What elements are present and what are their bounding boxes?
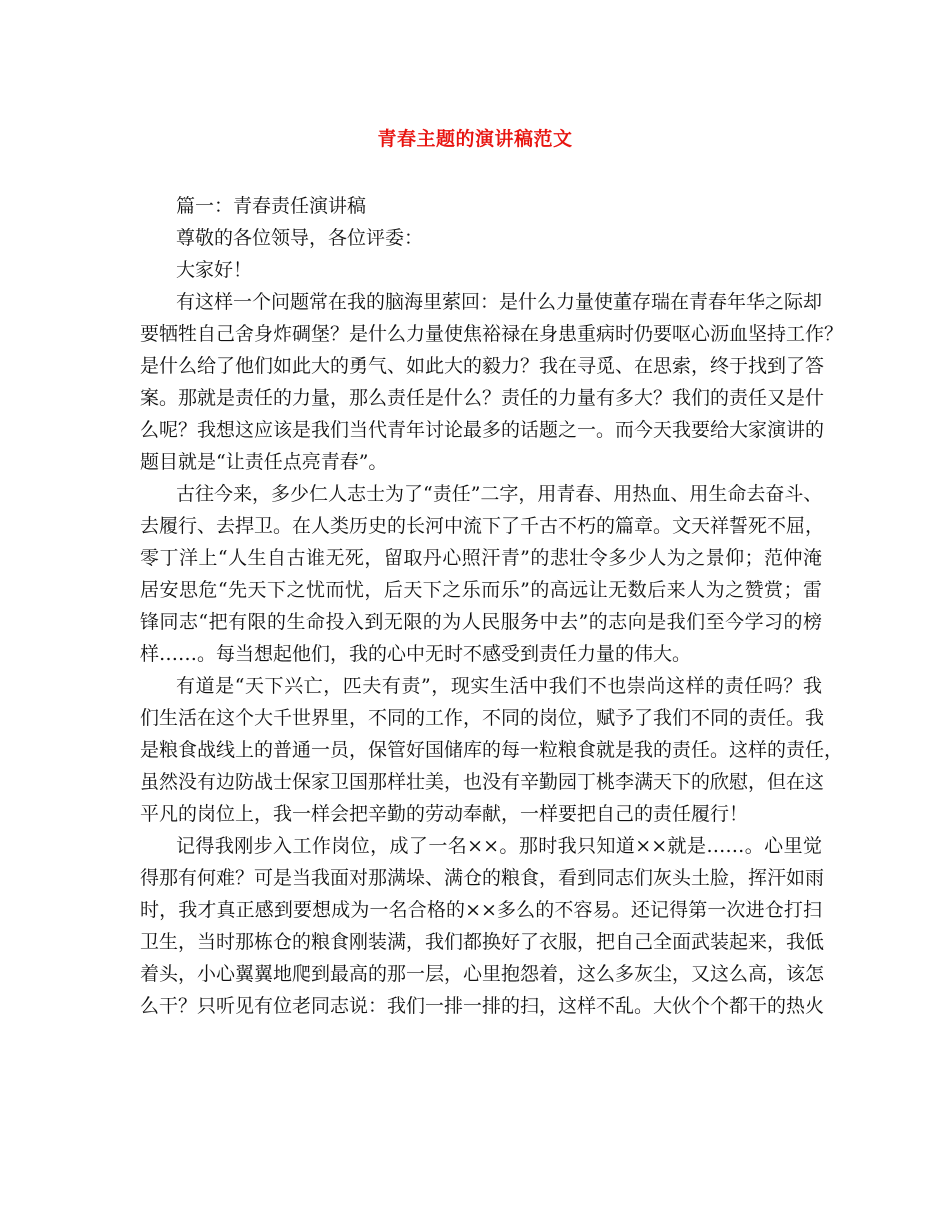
document-body: [140, 190, 844, 1022]
text-line: 得那有何难？可是当我面对那满垛、满仓的粮食，看到同志们灰头土脸，挥汗如雨: [140, 867, 825, 889]
text-line: 去履行、去捍卫。在人类历史的长河中流下了千古不朽的篇章。文天祥誓死不屈，: [140, 515, 825, 537]
text-line: 着头，小心翼翼地爬到最高的那一层，心里抱怨着，这么多灰尘，又这么高，该怎: [140, 963, 825, 985]
text-line: 是粮食战线上的普通一员，保管好国储库的每一粒粮食就是我的责任。这样的责任，: [140, 739, 844, 761]
text-line: 时，我才真正感到要想成为一名合格的××多么的不容易。还记得第一次进仓打扫: [140, 899, 822, 921]
text-line: 篇一：青春责任演讲稿: [176, 195, 367, 217]
text-line: 尊敬的各位领导，各位评委：: [176, 227, 424, 249]
text-line: 有这样一个问题常在我的脑海里萦回：是什么力量使董存瑞在青春年华之际却: [176, 291, 823, 313]
text-line: 样……。每当想起他们，我的心中无时不感受到责任力量的伟大。: [140, 643, 692, 665]
text-line: 古往今来，多少仁人志士为了“责任”二字，用青春、用热血、用生命去奋斗、: [176, 483, 823, 505]
text-line: 们生活在这个大千世界里，不同的工作，不同的岗位，赋予了我们不同的责任。我: [140, 707, 825, 729]
text-line: 锋同志“把有限的生命投入到无限的为人民服务中去”的志向是我们至今学习的榜: [140, 611, 822, 633]
text-line: 居安思危“先天下之忧而忧，后天下之乐而乐”的高远让无数后来人为之赞赏；雷: [140, 579, 822, 601]
text-line: 有道是“天下兴亡，匹夫有责”，现实生活中我们不也崇尚这样的责任吗？我: [176, 675, 822, 697]
text-line: 要牺牲自己舍身炸碉堡？是什么力量使焦裕禄在身患重病时仍要呕心沥血坚持工作？: [140, 323, 844, 345]
document-title: 青春主题的演讲稿范文: [377, 128, 573, 150]
text-line: 虽然没有边防战士保家卫国那样壮美，也没有辛勤园丁桃李满天下的欣慰，但在这: [140, 771, 825, 793]
text-line: 么呢？我想这应该是我们当代青年讨论最多的话题之一。而今天我要给大家演讲的: [140, 419, 825, 441]
text-line: 零丁洋上“人生自古谁无死，留取丹心照汗青”的悲壮令多少人为之景仰；范仲淹: [140, 547, 822, 569]
text-line: 案。那就是责任的力量，那么责任是什么？责任的力量有多大？我们的责任又是什: [140, 387, 825, 409]
text-line: 么干？只听见有位老同志说：我们一排一排的扫，这样不乱。大伙个个都干的热火: [140, 995, 825, 1017]
text-line: 大家好！: [176, 259, 253, 281]
text-line: 卫生，当时那栋仓的粮食刚装满，我们都换好了衣服，把自己全面武装起来，我低: [140, 931, 825, 953]
text-line: 题目就是“让责任点亮青春”。: [140, 451, 388, 473]
text-line: 记得我刚步入工作岗位，成了一名××。那时我只知道××就是……。心里觉: [176, 835, 822, 857]
text-line: 是什么给了他们如此大的勇气、如此大的毅力？我在寻觅、在思索，终于找到了答: [140, 355, 825, 377]
text-line: 平凡的岗位上，我一样会把辛勤的劳动奉献，一样要把自己的责任履行！: [140, 803, 749, 825]
